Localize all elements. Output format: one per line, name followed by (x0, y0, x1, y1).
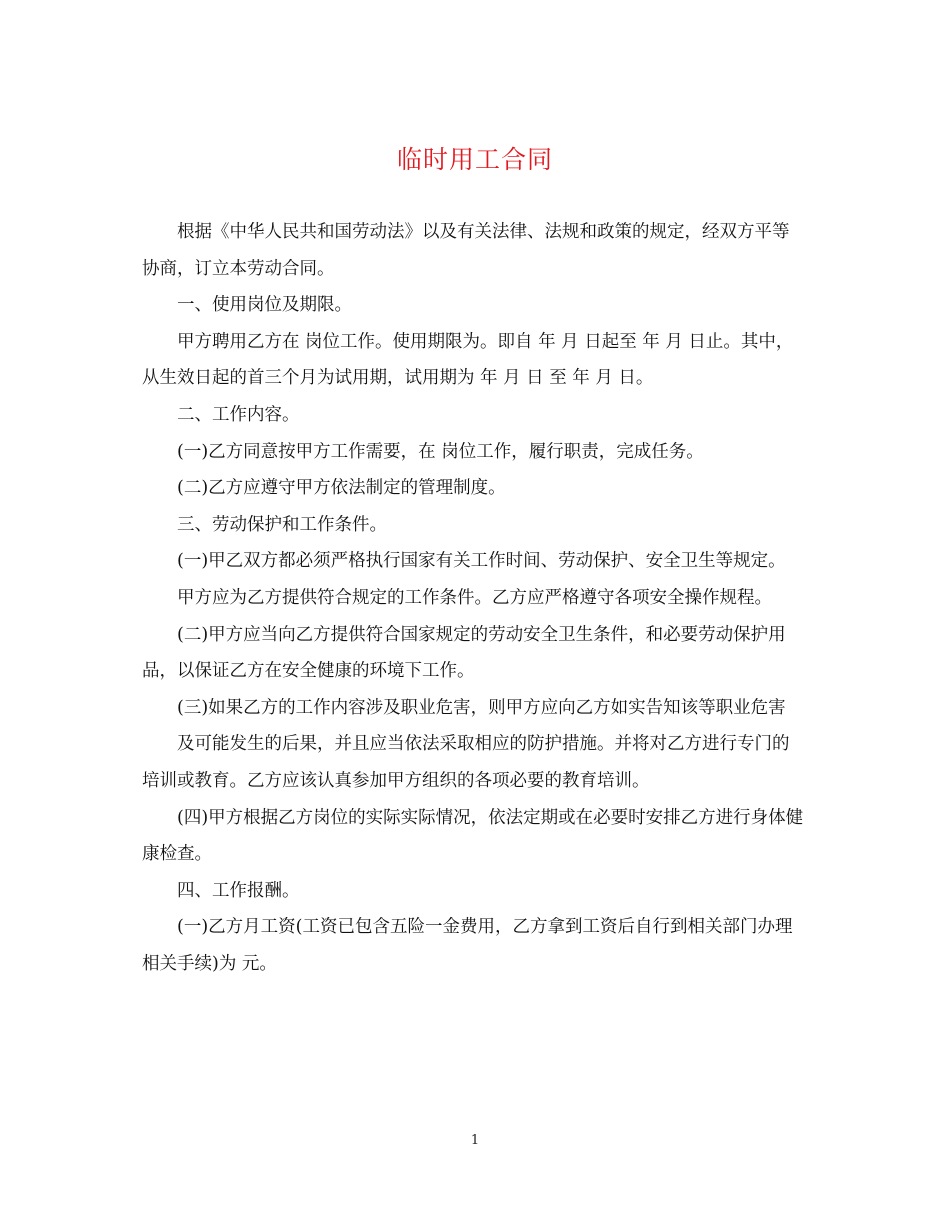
paragraph-protection-3-cont: 及可能发生的后果，并且应当依法采取相应的防护措施。并将对乙方进行专门的培训或教育。乙方应该认真参加甲方组织的各项必要的教育培训。 (142, 734, 790, 791)
document-body (142, 214, 806, 982)
page-number: 1 (470, 1133, 480, 1148)
paragraph-intro: 根据《中华人民共和国劳动法》以及有关法律、法规和政策的规定，经双方平等协商，订立本劳动合同。 (142, 222, 790, 279)
paragraph-protection-conditions: 甲方应为乙方提供符合规定的工作条件。乙方应严格遵守各项安全操作规程。 (177, 587, 772, 608)
section-heading-2: 二、工作内容。 (177, 404, 300, 425)
section-heading-1: 一、使用岗位及期限。 (177, 295, 352, 316)
paragraph-protection-4: (四)甲方根据乙方岗位的实际实际情况，依法定期或在必要时安排乙方进行身体健康检查。 (142, 807, 804, 865)
section-heading-4: 四、工作报酬。 (177, 880, 300, 901)
paragraph-protection-2: (二)甲方应当向乙方提供符合国家规定的劳动安全卫生条件，和必要劳动保护用品，以保证乙方在安全健康的环境下工作。 (142, 624, 786, 682)
paragraph-work-content-1: (一)乙方同意按甲方工作需要，在 岗位工作，履行职责，完成任务。 (177, 441, 704, 462)
paragraph-protection-3: (三)如果乙方的工作内容涉及职业危害，则甲方应向乙方如实告知该等职业危害 (177, 697, 786, 718)
paragraph-work-content-2: (二)乙方应遵守甲方依法制定的管理制度。 (177, 478, 506, 499)
section-heading-3: 三、劳动保护和工作条件。 (177, 514, 387, 535)
paragraph-position-term: 甲方聘用乙方在 岗位工作。使用期限为。即自 年 月 日起至 年 月 日止。其中，从生效日起的首三个月为试用期，试用期为 年 月 日 至 年 月 日。 (142, 331, 794, 389)
paragraph-protection-1: (一)甲乙双方都必须严格执行国家有关工作时间、劳动保护、安全卫生等规定。 (177, 551, 786, 572)
paragraph-salary-1: (一)乙方月工资(工资已包含五险一金费用，乙方拿到工资后自行到相关部门办理相关手续)为 元。 (142, 917, 793, 974)
document-title: 临时用工合同 (396, 145, 553, 174)
